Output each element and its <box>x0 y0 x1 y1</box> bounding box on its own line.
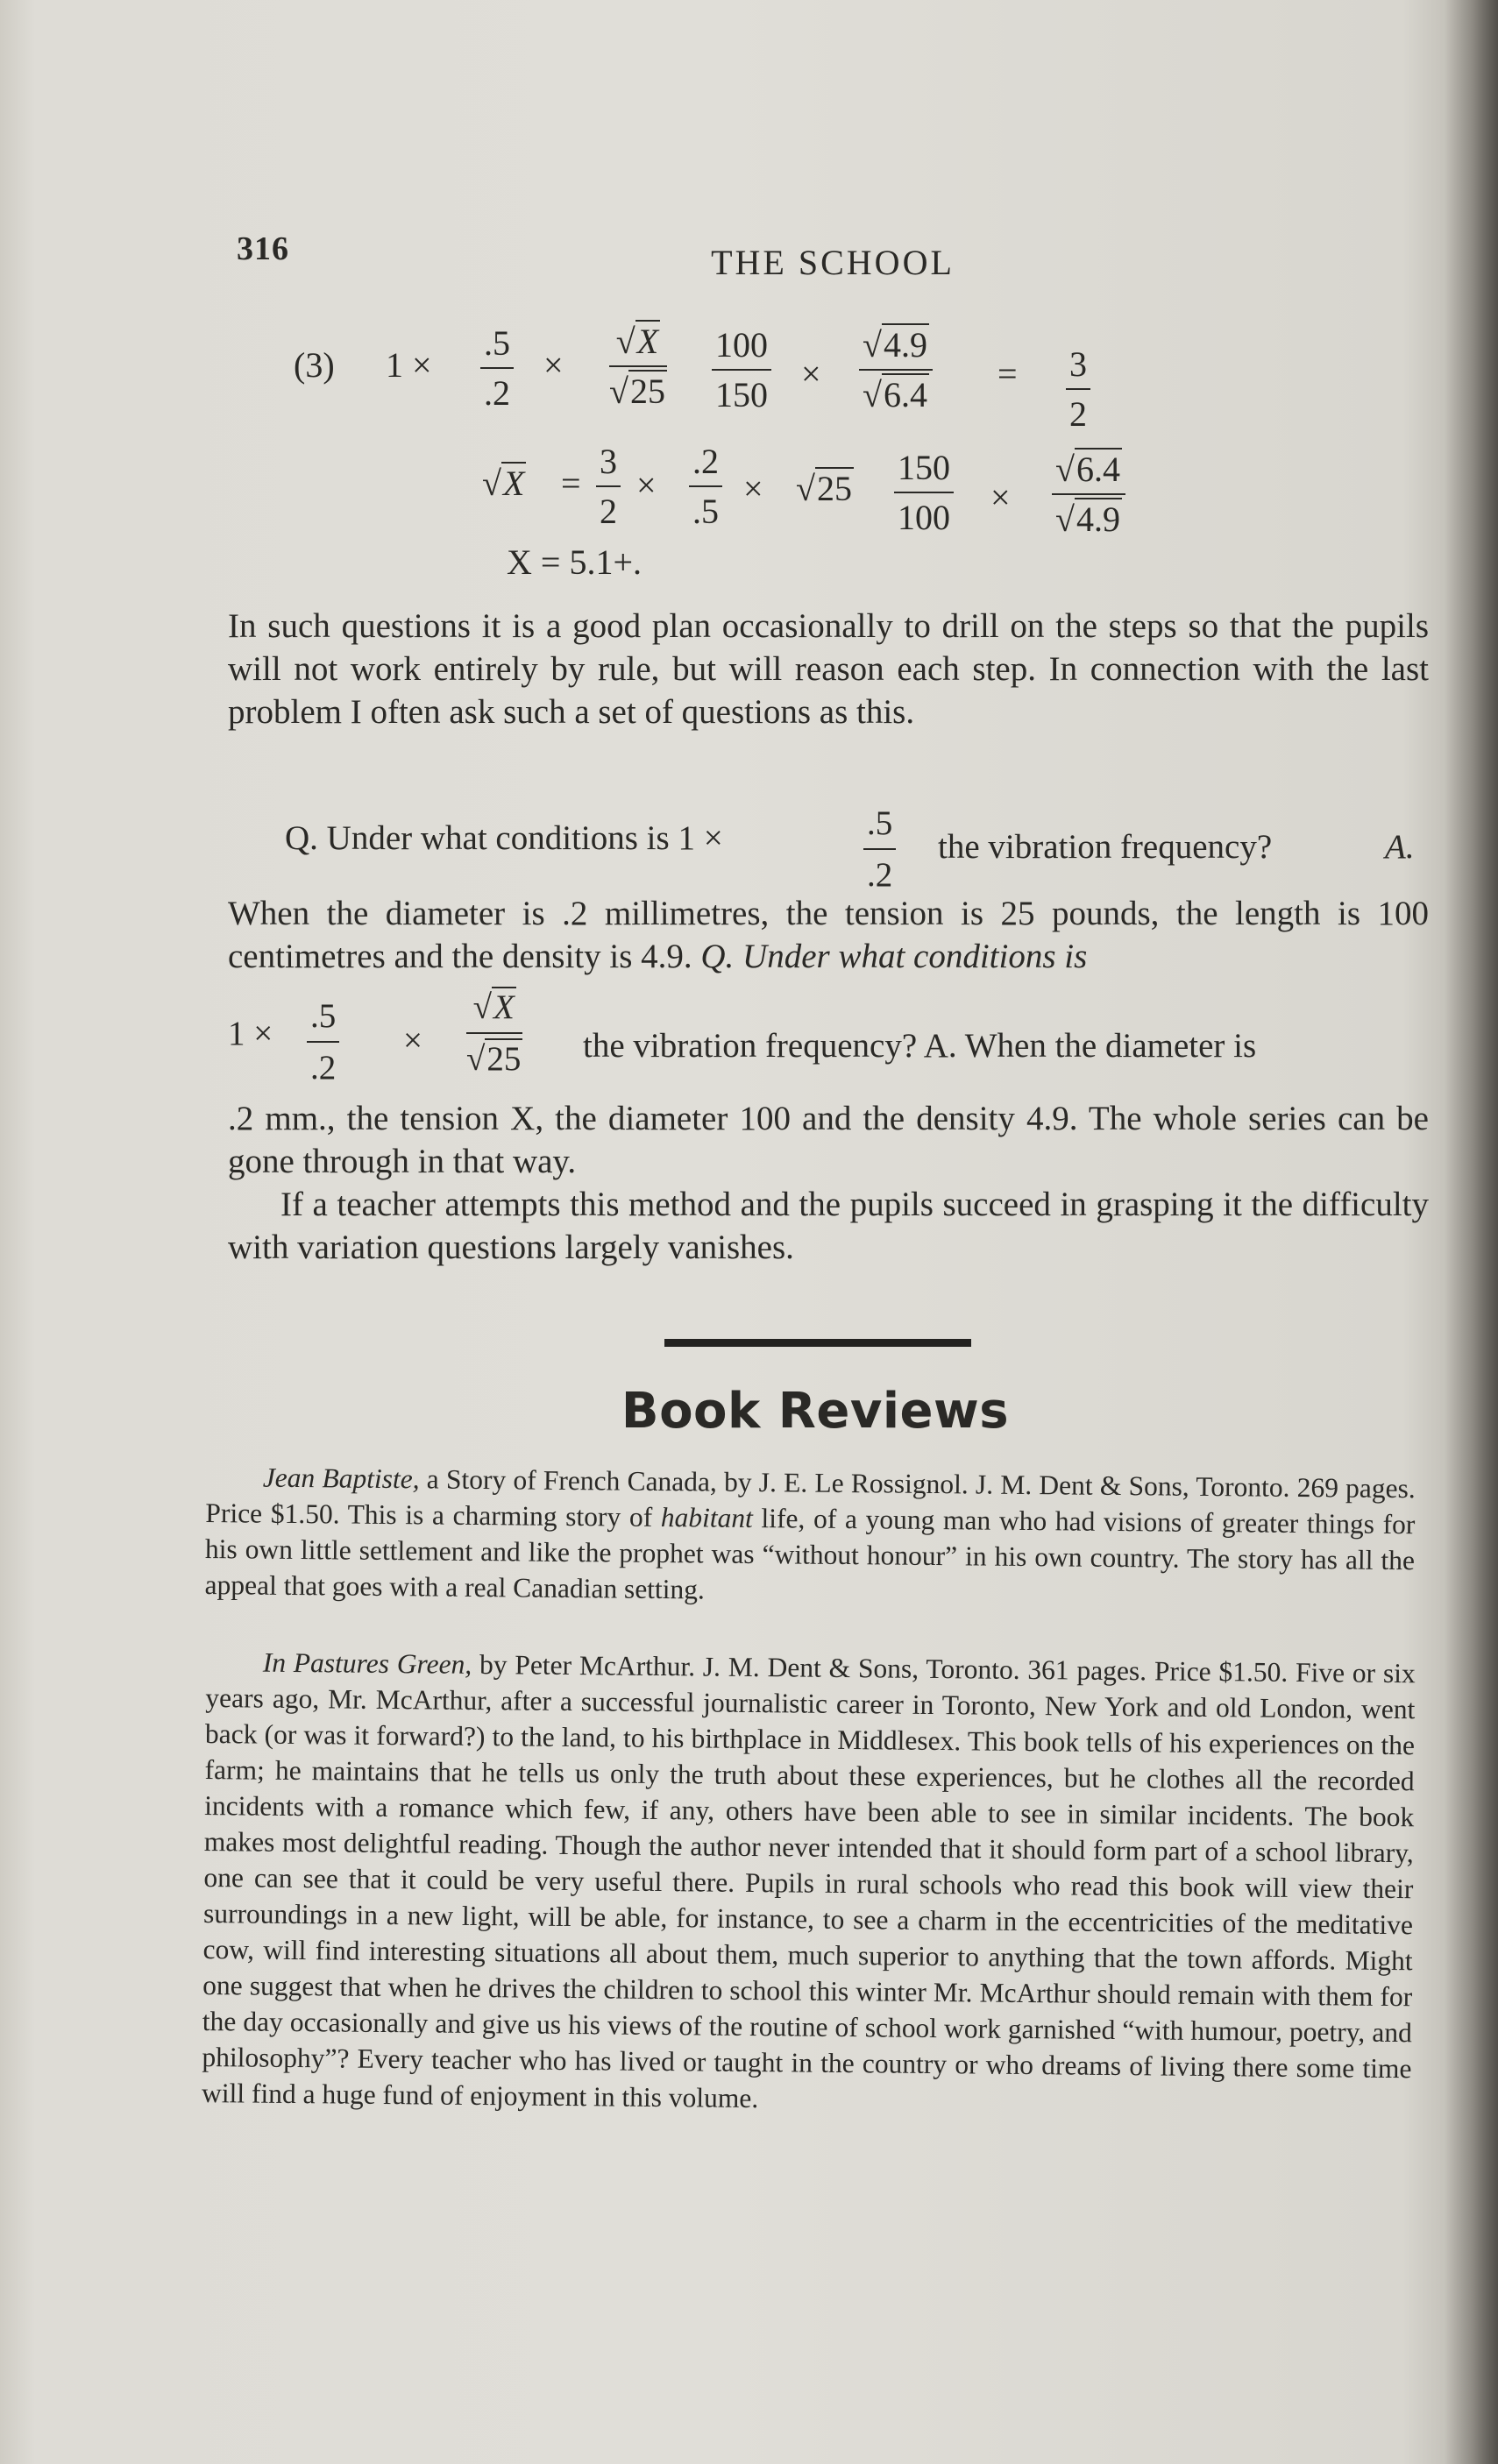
review-2-text: by Peter McArthur. J. M. Dent & Sons, Toronto. 361 pages. Price $1.50. Five or six years ago, Mr. McArthur, after a successful journalistic career in Toronto, New York and old London, went back (or was it forward?) to the land, to his birthplace in Middlesex. This book tells of his experiences on the farm; he maintains that he tells us only the truth about these experiences, but he clothes all the recorded incidents with a romance which few, if any, others have been able to see in similar incidents. The book makes most delightful reading. Though the author never intended that it should form part of a school library, one can see that it could be very useful there. Pupils in rural schools who read this book will view their surroundings in a new light, will be able, for instance, to see a charm in the eccentricities of the meditative cow, will find interesting situations all about them, much superior to anything that the town affords. Might one suggest that when he drives the children to school this winter Mr. McArthur should remain with them for the day occasionally and give us his views of the routine of school work garnished “with humour, poetry, and philosophy”? Every teacher who has lived or taught in the country or who dreams of living there some time will find a huge fund of enjoyment in this volume. <box>201 1648 1416 2114</box>
paragraph-5 <box>228 1183 1429 1269</box>
eq2-sqrt-25: √25 <box>796 469 852 508</box>
page-number: 316 <box>237 230 289 267</box>
eq1-equals: = <box>997 354 1018 393</box>
paragraph-4 <box>228 1097 1429 1183</box>
expression-line <box>228 986 1429 1091</box>
answer-1-label: A. <box>1385 828 1415 866</box>
expr-one-times: 1 × <box>228 1015 273 1052</box>
eq1-times-1: × <box>543 345 564 385</box>
eq1-fraction-5: $\frac{3}{2}$ <box>1066 343 1090 435</box>
eq2-lhs: √X <box>482 464 525 503</box>
eq1-fraction-4: $\frac{√4.9}{√6.4}$ <box>859 324 933 415</box>
book-gutter-shadow <box>1445 0 1498 2464</box>
section-title: Book Reviews <box>621 1383 1010 1440</box>
expr-times: × <box>403 1022 422 1059</box>
eq2-equals: = <box>561 464 581 503</box>
expr-text: the vibration frequency? A. When the diameter is <box>583 1027 1257 1065</box>
eq2-fraction-3: $\frac{150}{100}$ <box>894 447 954 538</box>
eq2-fraction-2: $\frac{.2}{.5}$ <box>689 441 722 532</box>
eq2-fraction-1: $\frac{3}{2}$ <box>596 441 621 532</box>
section-divider <box>664 1339 971 1347</box>
review-2-book-title: In Pastures Green, <box>262 1646 472 1680</box>
review-1-text-b: life, of a young man who had visions of greater things for his own little settlement and like the prophet was “without honour” in his own country. The story has all the appeal that goes with a real Canadian setting. <box>204 1502 1416 1605</box>
eq1-fraction-3: $\frac{100}{150}$ <box>712 324 771 415</box>
paragraph-2 <box>228 892 1429 978</box>
review-in-pastures-green <box>202 1644 1416 2122</box>
eq2-times-2: × <box>743 469 763 508</box>
review-1-italic-word: habitant <box>660 1501 754 1533</box>
equation-3: X = 5.1+. <box>507 542 643 582</box>
eq2-times-3: × <box>990 478 1011 517</box>
review-jean-baptiste <box>204 1459 1416 1614</box>
question-1-start: Q. Under what conditions is 1 × <box>285 819 723 857</box>
paragraph-1-text: In such questions it is a good plan occasionally to drill on the steps so that the pupils will not work entirely by rule, but will reason each step. In connection with the last problem I often ask such a set of questions as this. <box>228 607 1429 731</box>
question-1 <box>228 806 1429 903</box>
eq1-fraction-2: $\frac{√X}{√25}$ <box>609 322 665 411</box>
eq2-fraction-4: $\frac{√6.4}{√4.9}$ <box>1052 449 1125 540</box>
expr-fraction-2: $\frac{√X}{√25}$ <box>466 986 522 1080</box>
review-1-text-a: a Story of French Canada, by J. E. Le Rossignol. J. M. Dent & Sons, Toronto. 269 pages. Price $1.50. This is a charming story of <box>205 1463 1416 1533</box>
expr-fraction-1: $\frac{.5}{.2}$ <box>307 995 339 1089</box>
question-2-start: Q. Under what conditions is <box>700 938 1088 975</box>
eq1-fraction-1: $\frac{.5}{.2}$ <box>480 322 514 414</box>
equation-label: (3) <box>294 345 335 385</box>
eq1-times-2: × <box>801 354 821 393</box>
paragraph-1 <box>228 605 1429 733</box>
eq2-times-1: × <box>636 465 657 505</box>
running-head: THE SCHOOL <box>711 243 955 282</box>
paragraph-2-text: When the diameter is .2 millimetres, the tension is 25 pounds, the length is 100 centimetres and the density is 4.9. <box>228 895 1429 975</box>
review-1-book-title: Jean Baptiste, <box>262 1462 420 1495</box>
eq1-one-times: 1 × <box>386 345 432 385</box>
question-1-end: the vibration frequency? <box>938 828 1273 866</box>
paragraph-4-text: .2 mm., the tension X, the diameter 100 and the density 4.9. The whole series can be gone through in that way. <box>228 1100 1429 1180</box>
question-1-fraction: $\frac{.5}{.2}$ <box>863 802 896 896</box>
paragraph-5-text: If a teacher attempts this method and the pupils succeed in grasping it the difficulty with variation questions largely vanishes. <box>228 1186 1429 1266</box>
